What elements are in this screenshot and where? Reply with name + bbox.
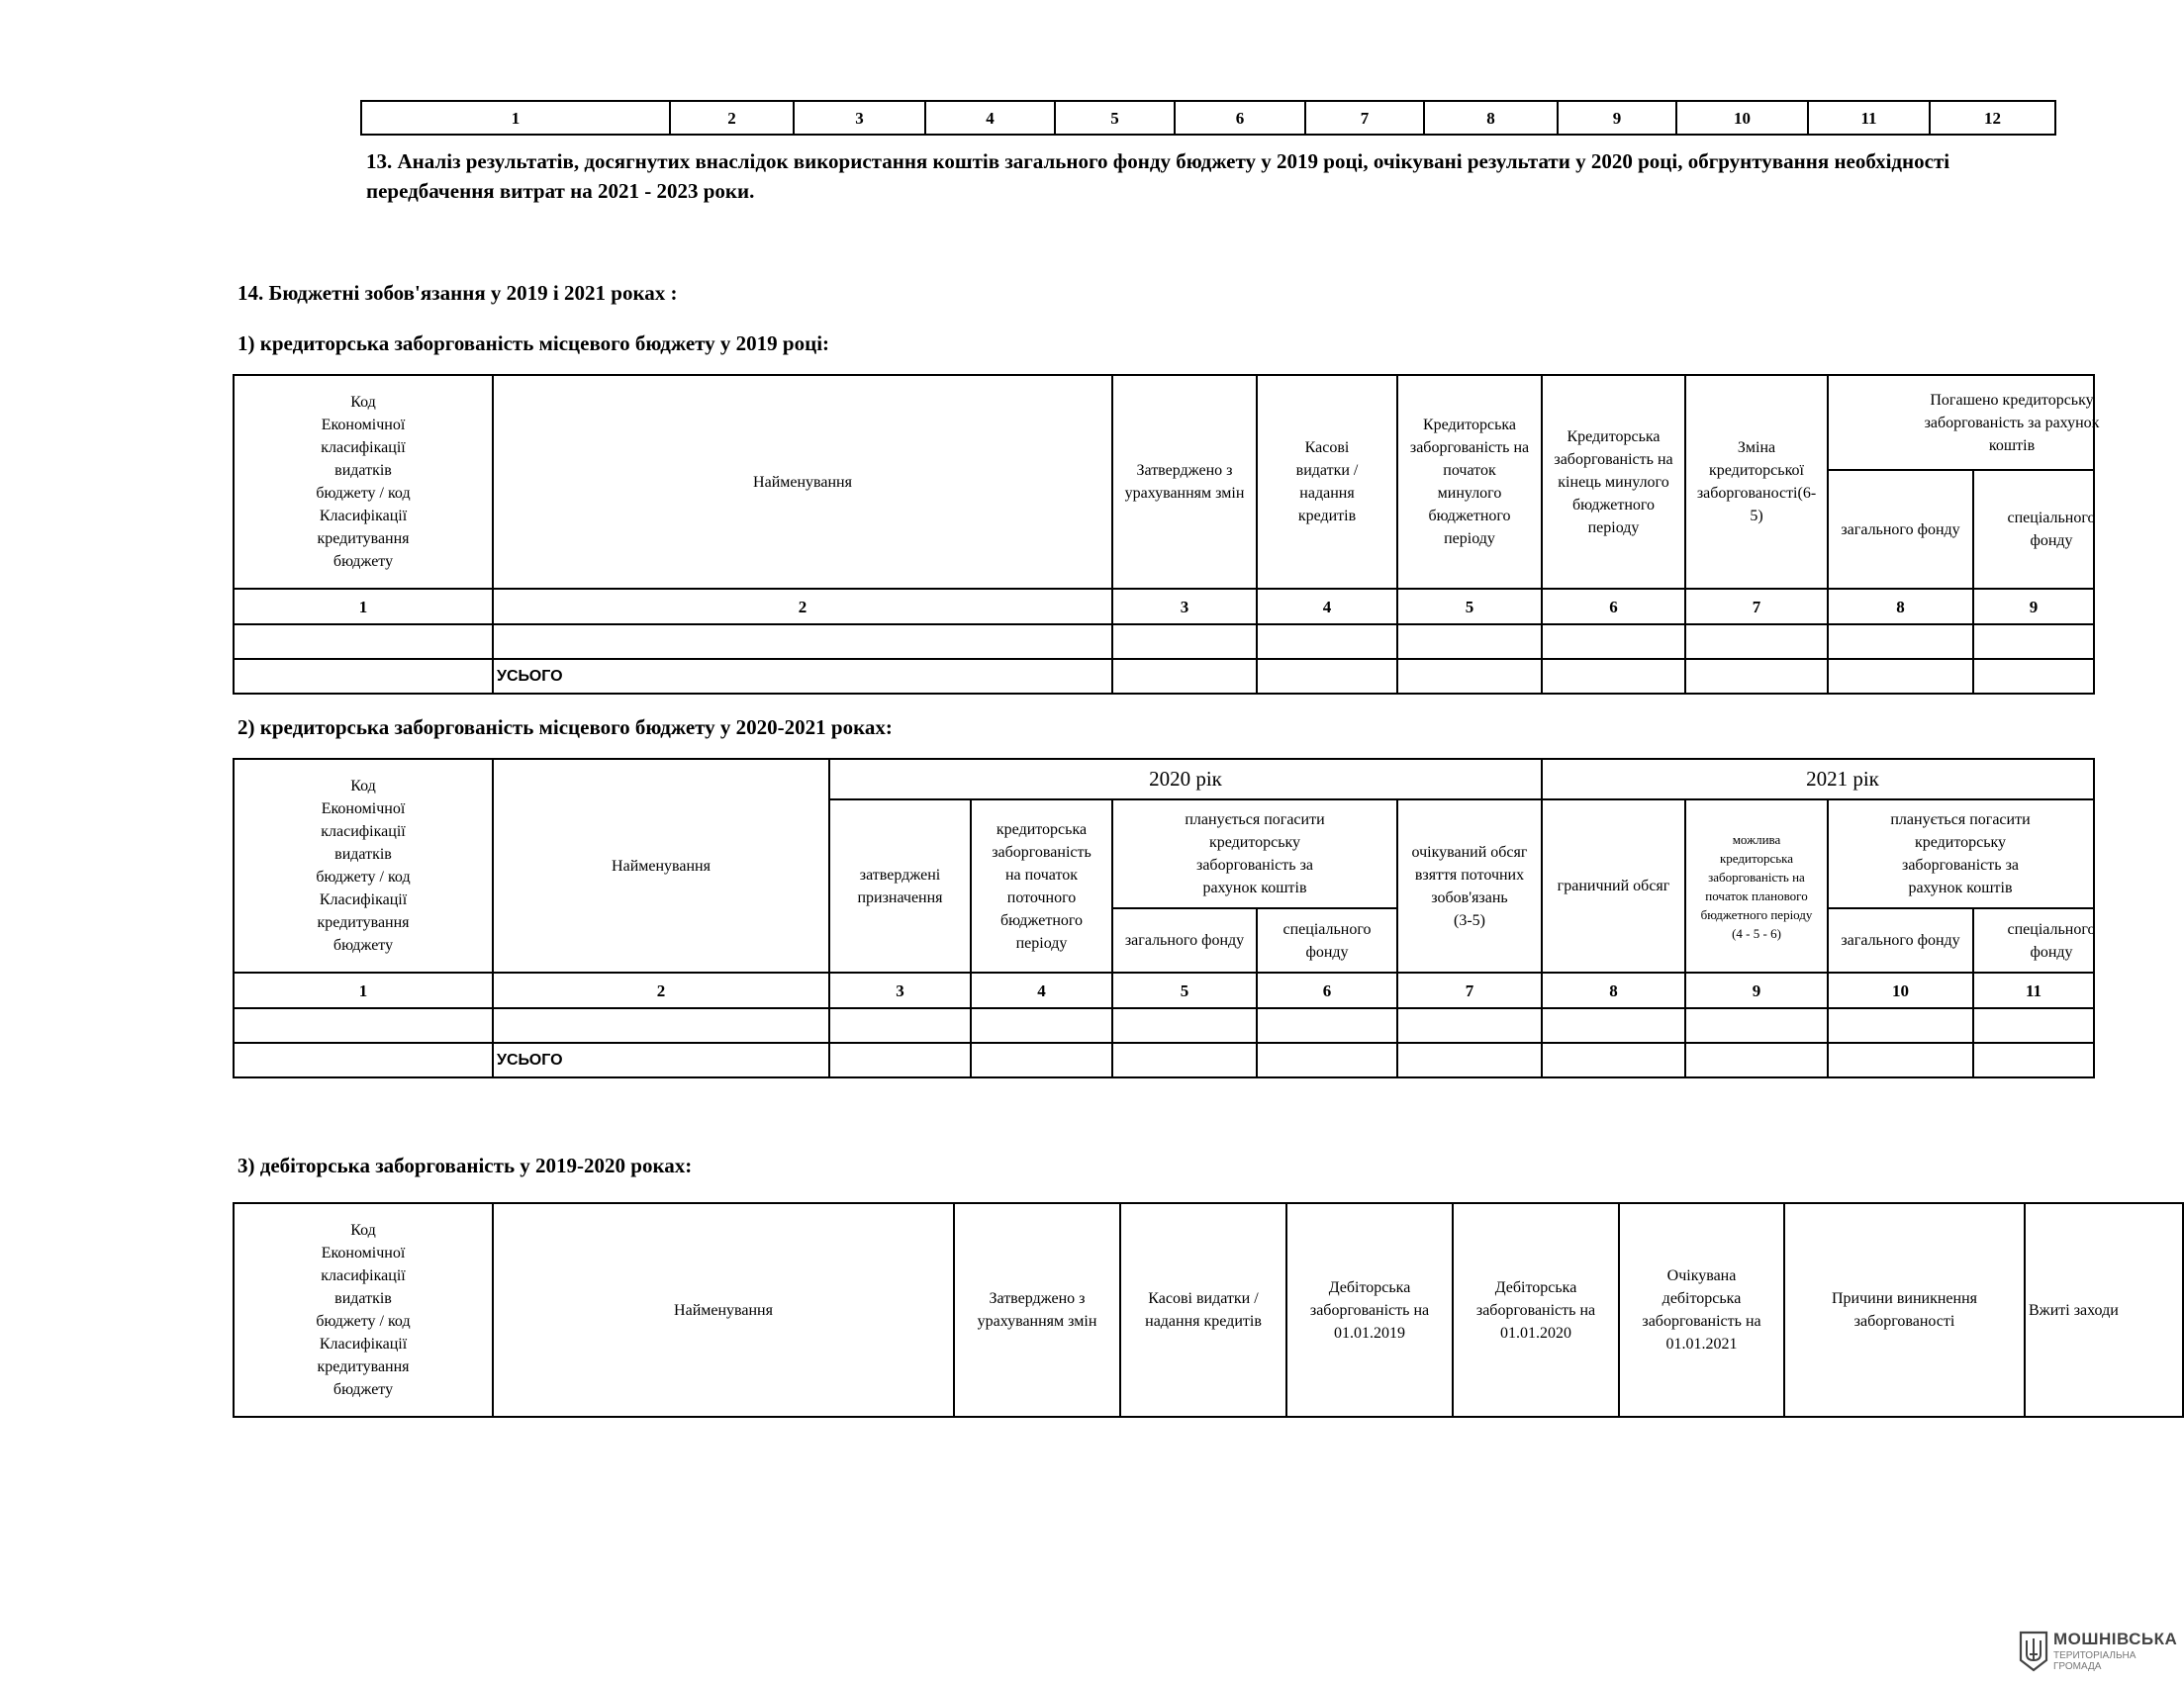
header-cash-expenses: Касові видатки / надання кредитів: [1257, 375, 1397, 589]
header-special-fund: спеціального фонду: [1973, 470, 2094, 589]
col-number: 6: [1257, 973, 1397, 1008]
header-code: Код Економічної класифікації видатків бюджету / код Класифікації кредитування бюджету: [234, 1203, 493, 1417]
header-general-fund-2021: загального фонду: [1828, 908, 1973, 973]
col-number: 5: [1112, 973, 1257, 1008]
col-number: 7: [1685, 589, 1828, 624]
col-number: 3: [829, 973, 971, 1008]
col-number: 5: [1397, 589, 1542, 624]
col-number: 3: [794, 101, 925, 135]
col-number: 3: [1112, 589, 1257, 624]
header-approved: Затверджено з урахуванням змін: [954, 1203, 1120, 1417]
header-debt-2020: Дебіторська заборгованість на 01.01.2020: [1453, 1203, 1619, 1417]
header-debt-end: Кредиторська заборгованість на кінець минулого бюджетного періоду: [1542, 375, 1685, 589]
col-number: 9: [1973, 589, 2094, 624]
col-number: 1: [361, 101, 670, 135]
header-year-2021: 2021 рік: [1542, 759, 2094, 799]
logo-sub2: ГРОМАДА: [2053, 1661, 2102, 1672]
header-plan-pay: планується погасити кредиторську заборгованість за рахунок коштів: [1112, 799, 1397, 908]
header-debt-change: Зміна кредиторської заборгованості(6- 5): [1685, 375, 1828, 589]
col-number: 4: [1257, 589, 1397, 624]
col-number: 4: [925, 101, 1055, 135]
header-name: Найменування: [493, 375, 1112, 589]
header-plan-pay-2021: планується погасити кредиторську заборгованість за рахунок коштів: [1828, 799, 2094, 908]
col-number: 7: [1305, 101, 1424, 135]
creditor-debt-2019-table: [233, 374, 2100, 695]
subsection-2-heading: 2) кредиторська заборгованість місцевого бюджету у 2020-2021 роках:: [237, 715, 893, 739]
col-number: 9: [1558, 101, 1676, 135]
col-number: 1: [234, 589, 493, 624]
header-special-fund-2021: спеціального фонду: [1973, 908, 2094, 973]
creditor-debt-2020-2021-table: [233, 758, 2095, 1078]
col-number: 11: [1973, 973, 2094, 1008]
logo-sub1: ТЕРИТОРІАЛЬНА: [2053, 1650, 2137, 1661]
total-row: [234, 1043, 2094, 1077]
header-debt-start: Кредиторська заборгованість на початок минулого бюджетного періоду: [1397, 375, 1542, 589]
header-code: Код Економічної класифікації видатків бюджету / код Класифікації кредитування бюджету: [234, 759, 493, 973]
total-label: УСЬОГО: [493, 1043, 829, 1077]
col-number: 1: [234, 973, 493, 1008]
header-general-fund: загального фонду: [1112, 908, 1257, 973]
header-general-fund: загального фонду: [1828, 470, 1973, 589]
section-13-heading-line2: передбачення витрат на 2021 - 2023 роки.: [366, 179, 755, 203]
col-number: 4: [971, 973, 1112, 1008]
community-logo: [2019, 1630, 2178, 1674]
column-number-row: [234, 973, 2094, 1008]
col-number: 8: [1542, 973, 1685, 1008]
header-cash-expenses: Касові видатки / надання кредитів: [1120, 1203, 1286, 1417]
header-expected-obligations: очікуваний обсяг взяття поточних зобов'язань (3-5): [1397, 799, 1542, 973]
header-debt-start: кредиторська заборгованість на початок поточного бюджетного періоду: [971, 799, 1112, 973]
col-number: 12: [1930, 101, 2055, 135]
table-row: [234, 624, 2094, 659]
col-number: 6: [1542, 589, 1685, 624]
col-number: 6: [1175, 101, 1305, 135]
total-label: УСЬОГО: [493, 659, 1112, 694]
header-name: Найменування: [493, 759, 829, 973]
column-number-table: [360, 100, 2056, 136]
subsection-3-heading: 3) дебіторська заборгованість у 2019-2020 роках:: [237, 1154, 693, 1177]
subsection-1-heading: 1) кредиторська заборгованість місцевого бюджету у 2019 році:: [237, 331, 830, 355]
col-number: 2: [670, 101, 794, 135]
col-number: 10: [1828, 973, 1973, 1008]
trident-icon: [2019, 1631, 2048, 1672]
header-possible-debt: можлива кредиторська заборгованість на початок планового бюджетного періоду (4 - 5 - 6): [1685, 799, 1828, 973]
section-14-heading: 14. Бюджетні зобов'язання у 2019 і 2021 роках :: [237, 281, 678, 305]
header-approved: Затверджено з урахуванням змін: [1112, 375, 1257, 589]
col-number: 2: [493, 973, 829, 1008]
col-number: 8: [1424, 101, 1558, 135]
col-number: 8: [1828, 589, 1973, 624]
header-approved: затверджені призначення: [829, 799, 971, 973]
header-name: Найменування: [493, 1203, 954, 1417]
col-number: 11: [1808, 101, 1930, 135]
col-number: 9: [1685, 973, 1828, 1008]
header-paid-off: Погашено кредиторську заборгованість за рахунок коштів: [1828, 375, 2094, 470]
header-debt-2021: Очікувана дебіторська заборгованість на 01.01.2021: [1619, 1203, 1784, 1417]
section-13-heading-line1: 13. Аналіз результатів, досягнутих внаслідок використання коштів загального фонду бюджету у 2019 році, очікувані результати у 2020 році, обгрунтування необхідності: [366, 149, 1950, 173]
total-row: [234, 659, 2094, 694]
col-number: 2: [493, 589, 1112, 624]
header-limit: граничний обсяг: [1542, 799, 1685, 973]
header-debt-2019: Дебіторська заборгованість на 01.01.2019: [1286, 1203, 1453, 1417]
header-year-2020: 2020 рік: [829, 759, 1542, 799]
header-measures: Вжиті заходи: [2025, 1203, 2183, 1417]
logo-brand: МОШНІВСЬКА: [2053, 1630, 2178, 1648]
debtor-debt-2019-2020-table: [233, 1202, 2184, 1418]
col-number: 10: [1676, 101, 1808, 135]
column-number-row: [234, 589, 2094, 624]
header-special-fund: спеціального фонду: [1257, 908, 1397, 973]
header-code: Код Економічної класифікації видатків бюджету / код Класифікації кредитування бюджету: [234, 375, 493, 589]
col-number: 7: [1397, 973, 1542, 1008]
table-row: [234, 1008, 2094, 1043]
col-number: 5: [1055, 101, 1175, 135]
column-number-row: [361, 101, 2055, 135]
header-reasons: Причини виникнення заборгованості: [1784, 1203, 2025, 1417]
